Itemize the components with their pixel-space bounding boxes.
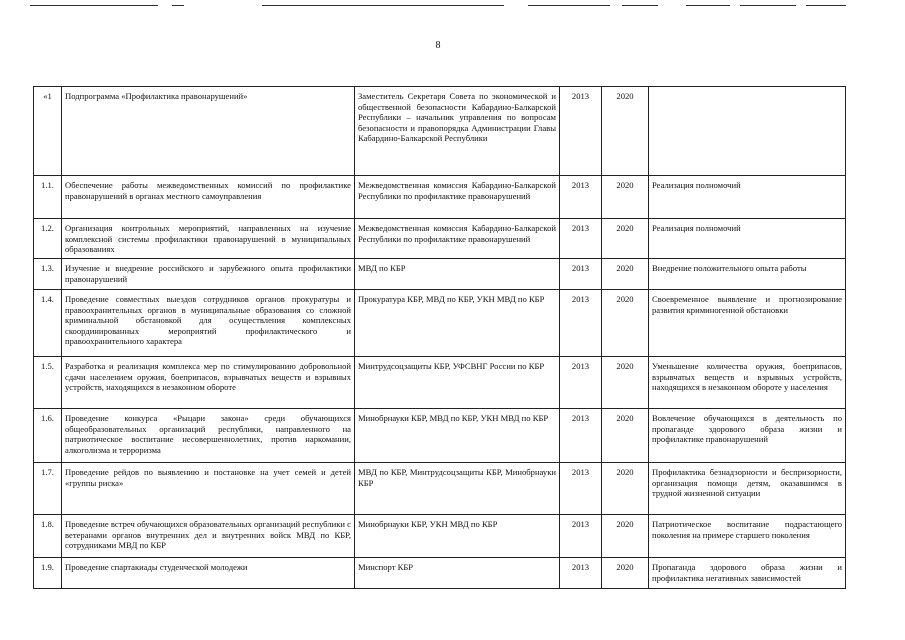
table-row xyxy=(34,219,846,259)
row-executor: МВД по КБР xyxy=(355,259,560,290)
row-result: Уменьшение количества оружия, боеприпасов, взрывчатых веществ и взрывных устройств, находящихся в незаконном обороте у населения xyxy=(649,357,846,409)
row-end-year: 2020 xyxy=(602,463,649,515)
top-rule xyxy=(30,5,158,6)
row-result: Реализация полномочий xyxy=(649,219,846,259)
row-result: Внедрение положительного опыта работы xyxy=(649,259,846,290)
row-result: Профилактика безнадзорности и беспризорности, организация помощи детям, оказавшимся в трудной жизненной ситуации xyxy=(649,463,846,515)
row-end-year: 2020 xyxy=(602,259,649,290)
row-end-year: 2020 xyxy=(602,87,649,176)
row-number: 1.8. xyxy=(34,515,62,558)
row-title: Проведение встреч обучающихся образовательных организаций республики с ветеранами органов внутренних дел и внутренних войск МВД по КБР, сотрудниками МВД по КБР xyxy=(62,515,355,558)
table-row xyxy=(34,176,846,219)
program-table xyxy=(33,86,846,589)
row-title: Подпрограмма «Профилактика правонарушений» xyxy=(62,87,355,176)
row-start-year: 2013 xyxy=(560,357,602,409)
row-title: Разработка и реализация комплекса мер по стимулированию добровольной сдачи населением оружия, боеприпасов, взрывчатых веществ и взрывных устройств, находящихся в незаконном обороте xyxy=(62,357,355,409)
row-result: Реализация полномочий xyxy=(649,176,846,219)
row-start-year: 2013 xyxy=(560,409,602,463)
row-number: «1 xyxy=(34,87,62,176)
row-end-year: 2020 xyxy=(602,290,649,357)
table-row xyxy=(34,290,846,357)
row-executor: Минобрнауки КБР, УКН МВД по КБР xyxy=(355,515,560,558)
row-number: 1.9. xyxy=(34,558,62,589)
table-row xyxy=(34,515,846,558)
top-rule xyxy=(172,5,184,6)
table-row xyxy=(34,259,846,290)
row-end-year: 2020 xyxy=(602,515,649,558)
row-number: 1.5. xyxy=(34,357,62,409)
row-number: 1.4. xyxy=(34,290,62,357)
row-result: Вовлечение обучающихся в деятельность по пропаганде здорового образа жизни и профилактике правонарушений xyxy=(649,409,846,463)
row-start-year: 2013 xyxy=(560,463,602,515)
table-row xyxy=(34,87,846,176)
top-rule xyxy=(622,5,658,6)
row-executor: Минобрнауки КБР, МВД по КБР, УКН МВД по КБР xyxy=(355,409,560,463)
row-start-year: 2013 xyxy=(560,558,602,589)
row-result xyxy=(649,87,846,176)
table-row xyxy=(34,463,846,515)
row-start-year: 2013 xyxy=(560,219,602,259)
row-number: 1.3. xyxy=(34,259,62,290)
row-number: 1.2. xyxy=(34,219,62,259)
row-executor: Минтрудсоцзащиты КБР, УФСВНГ России по КБР xyxy=(355,357,560,409)
row-executor: Межведомственная комиссия Кабардино-Балкарской Республики по профилактике правонарушений xyxy=(355,176,560,219)
top-rule xyxy=(686,5,730,6)
row-start-year: 2013 xyxy=(560,259,602,290)
row-end-year: 2020 xyxy=(602,176,649,219)
top-rule xyxy=(740,5,796,6)
top-rule xyxy=(806,5,846,6)
row-executor: Межведомственная комиссия Кабардино-Балкарской Республики по профилактике правонарушений xyxy=(355,219,560,259)
row-end-year: 2020 xyxy=(602,219,649,259)
row-title: Проведение рейдов по выявлению и постановке на учет семей и детей «группы риска» xyxy=(62,463,355,515)
row-end-year: 2020 xyxy=(602,409,649,463)
table-row xyxy=(34,357,846,409)
row-number: 1.1. xyxy=(34,176,62,219)
table-row xyxy=(34,558,846,589)
row-executor: Прокуратура КБР, МВД по КБР, УКН МВД по КБР xyxy=(355,290,560,357)
row-title: Проведение конкурса «Рыцари закона» среди обучающихся общеобразовательных организаций республики, направленного на патриотическое воспитание несовершеннолетних, против наркомании, алкоголизма и терроризма xyxy=(62,409,355,463)
row-start-year: 2013 xyxy=(560,290,602,357)
row-start-year: 2013 xyxy=(560,515,602,558)
row-title: Проведение спартакиады студенческой молодежи xyxy=(62,558,355,589)
table-row xyxy=(34,409,846,463)
row-start-year: 2013 xyxy=(560,87,602,176)
row-title: Обеспечение работы межведомственных комиссий по профилактике правонарушений в органах местного самоуправления xyxy=(62,176,355,219)
row-result: Пропаганда здорового образа жизни и профилактика негативных зависимостей xyxy=(649,558,846,589)
top-rule xyxy=(262,5,504,6)
row-title: Изучение и внедрение российского и зарубежного опыта профилактики правонарушений xyxy=(62,259,355,290)
row-executor: МВД по КБР, Минтрудсоцзащиты КБР, Минобрнауки КБР xyxy=(355,463,560,515)
row-number: 1.7. xyxy=(34,463,62,515)
row-end-year: 2020 xyxy=(602,357,649,409)
top-rule xyxy=(528,5,610,6)
page-number: 8 xyxy=(435,40,441,51)
row-executor: Минспорт КБР xyxy=(355,558,560,589)
row-start-year: 2013 xyxy=(560,176,602,219)
row-executor: Заместитель Секретаря Совета по экономической и общественной безопасности Кабардино-Балкарской Республики – начальник управления по вопросам безопасности и правопорядка Администрации Главы Кабардино-Балкарской Республики xyxy=(355,87,560,176)
row-result: Патриотическое воспитание подрастающего поколения на примере старшего поколения xyxy=(649,515,846,558)
row-end-year: 2020 xyxy=(602,558,649,589)
row-number: 1.6. xyxy=(34,409,62,463)
row-result: Своевременное выявление и прогнозирование развития криминогенной обстановки xyxy=(649,290,846,357)
row-title: Организация контрольных мероприятий, направленных на изучение комплексной системы профилактики правонарушений в муниципальных образованиях xyxy=(62,219,355,259)
row-title: Проведение совместных выездов сотрудников органов прокуратуры и правоохранительных органов в муниципальные образования со сложной криминальной обстановкой для осуществления комплексных скоординированных мероприятий профилактического и правоохранительного характера xyxy=(62,290,355,357)
